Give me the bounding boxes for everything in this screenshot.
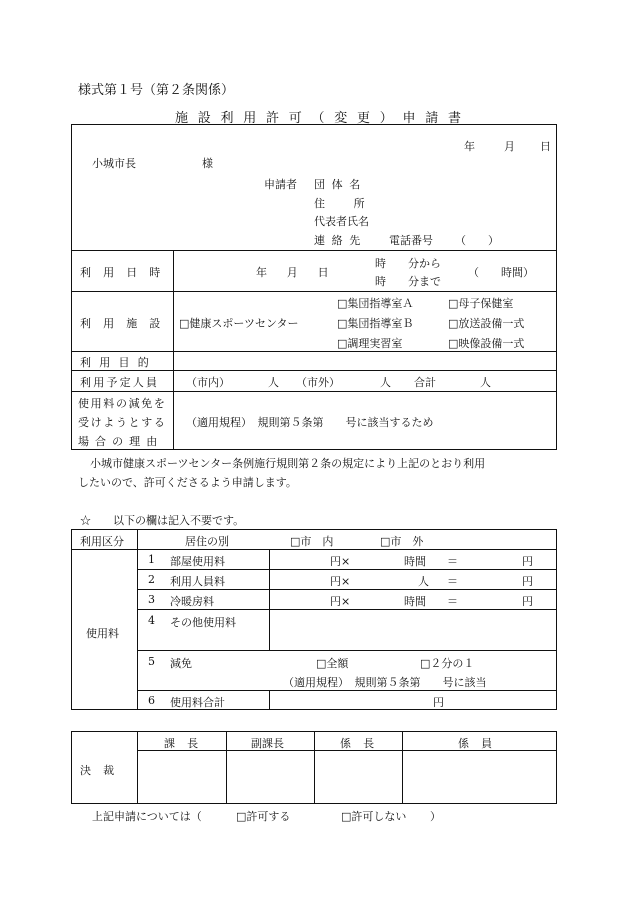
people-unit-1: 人 xyxy=(268,376,279,389)
approval-col-subsection-chief: 係長 xyxy=(340,737,387,750)
approval-label: 決裁 xyxy=(80,764,127,777)
datetime-to: 時 分まで xyxy=(375,275,441,288)
date-year: 年 xyxy=(464,140,475,153)
recipient-name: 小城市長 xyxy=(92,157,136,170)
fee-category-label: 利用区分 xyxy=(80,535,124,548)
fee-item-name-6: 使用料合計 xyxy=(170,696,225,709)
people-out-city: （市外） xyxy=(296,376,340,389)
decision-prefix: 上記申請については（ xyxy=(92,810,202,823)
fee-item-a-3: 円× xyxy=(330,595,351,608)
form-id: 様式第１号（第２条関係） xyxy=(78,83,235,98)
facility-center: □健康スポーツセンター xyxy=(179,317,299,330)
fee-item-name-5: 減免 xyxy=(170,657,192,670)
approval-col-section-chief: 課長 xyxy=(164,737,211,750)
fee-exempt-full: □全額 xyxy=(316,657,349,670)
fee-exempt-half: □２分の１ xyxy=(420,657,475,670)
applicant-label: 申請者 xyxy=(264,178,297,191)
fee-in-city: □市 内 xyxy=(290,535,334,548)
fee-item-a-2: 円× xyxy=(330,575,351,588)
applicant-representative: 代表者氏名 xyxy=(314,215,369,228)
fee-item-b-3: 時間 xyxy=(404,595,426,608)
people-unit-3: 人 xyxy=(480,376,491,389)
fee-item-num-6: 6 xyxy=(148,694,155,707)
datetime-ymd: 年 月 日 xyxy=(256,266,333,279)
fee-residence-label: 居住の別 xyxy=(185,535,229,548)
applicant-group-name: 団体名 xyxy=(314,178,367,191)
fee-item-name-2: 利用人員料 xyxy=(170,575,225,588)
row-label-people: 利用予定人員 xyxy=(80,376,160,389)
fee-out-city: □市 外 xyxy=(380,535,424,548)
fee-item-num-4: 4 xyxy=(148,614,155,627)
people-total: 合計 xyxy=(414,376,436,389)
note-text: ☆ 以下の欄は記入不要です。 xyxy=(80,514,245,527)
fee-item-num-3: 3 xyxy=(148,593,155,606)
row-label-facility: 利用施設 xyxy=(80,317,173,330)
recipient-honorific: 様 xyxy=(202,157,213,170)
facility-audio-equipment: □放送設備一式 xyxy=(448,317,525,330)
facility-maternal-room: □母子保健室 xyxy=(448,297,514,310)
facility-room-a: □集団指導室Ａ xyxy=(337,297,414,310)
datetime-from: 時 分から xyxy=(375,257,441,270)
row-label-datetime: 利用日時 xyxy=(80,266,173,279)
fee-item-b-1: 時間 xyxy=(404,555,426,568)
fee-item-num-2: 2 xyxy=(148,573,155,586)
applicant-phone: 電話番号 xyxy=(389,234,433,247)
form-title: 施設利用許可（変更）申請書 xyxy=(175,111,471,126)
facility-cooking-room: □調理実習室 xyxy=(337,337,403,350)
fee-item-eq-2: ＝ xyxy=(447,575,458,588)
row-label-purpose: 利用目的 xyxy=(80,356,157,369)
reduction-label-3: 場合の理由 xyxy=(78,435,164,448)
decision-deny: □許可しない xyxy=(341,810,407,823)
fee-item-eq-1: ＝ xyxy=(447,555,458,568)
approval-col-deputy-chief: 副課長 xyxy=(251,737,284,750)
fee-item-a-1: 円× xyxy=(330,555,351,568)
statement-line-1: 小城市健康スポーツセンター条例施行規則第２条の規定により上記のとおり利用 xyxy=(90,457,486,470)
facility-room-b: □集団指導室Ｂ xyxy=(337,317,414,330)
fee-item-name-4: その他使用料 xyxy=(170,616,236,629)
reduction-text: （適用規程） 規則第５条第 号に該当するため xyxy=(186,416,434,429)
facility-video-equipment: □映像設備一式 xyxy=(448,337,525,350)
decision-permit: □許可する xyxy=(236,810,291,823)
fee-item-b-2: 人 xyxy=(418,575,429,588)
approval-col-staff: 係員 xyxy=(458,737,505,750)
datetime-hours: （ 時間） xyxy=(468,266,534,279)
people-in-city: （市内） xyxy=(186,376,230,389)
statement-line-2: したいので、許可くださるよう申請します。 xyxy=(78,476,297,489)
fee-exempt-rule: （適用規程） 規則第５条第 号に該当 xyxy=(283,676,487,689)
fee-item-c-3: 円 xyxy=(522,595,533,608)
applicant-phone-paren: （ ） xyxy=(455,234,499,247)
applicant-contact: 連絡先 xyxy=(314,234,367,247)
fee-item-c-1: 円 xyxy=(522,555,533,568)
date-day: 日 xyxy=(540,140,551,153)
fee-item-c-2: 円 xyxy=(522,575,533,588)
applicant-address: 住所 xyxy=(314,197,394,210)
reduction-label-1: 使用料の減免を xyxy=(78,397,167,410)
decision-suffix: ） xyxy=(430,810,441,823)
fee-item-name-1: 部屋使用料 xyxy=(170,555,225,568)
fee-item-c-6: 円 xyxy=(433,696,444,709)
fee-label: 使用料 xyxy=(86,627,119,640)
date-month: 月 xyxy=(504,140,515,153)
fee-item-name-3: 冷暖房料 xyxy=(170,595,214,608)
people-unit-2: 人 xyxy=(380,376,391,389)
fee-item-num-5: 5 xyxy=(148,655,155,668)
fee-item-num-1: 1 xyxy=(148,553,155,566)
fee-item-eq-3: ＝ xyxy=(447,595,458,608)
reduction-label-2: 受けようとする xyxy=(78,416,167,429)
